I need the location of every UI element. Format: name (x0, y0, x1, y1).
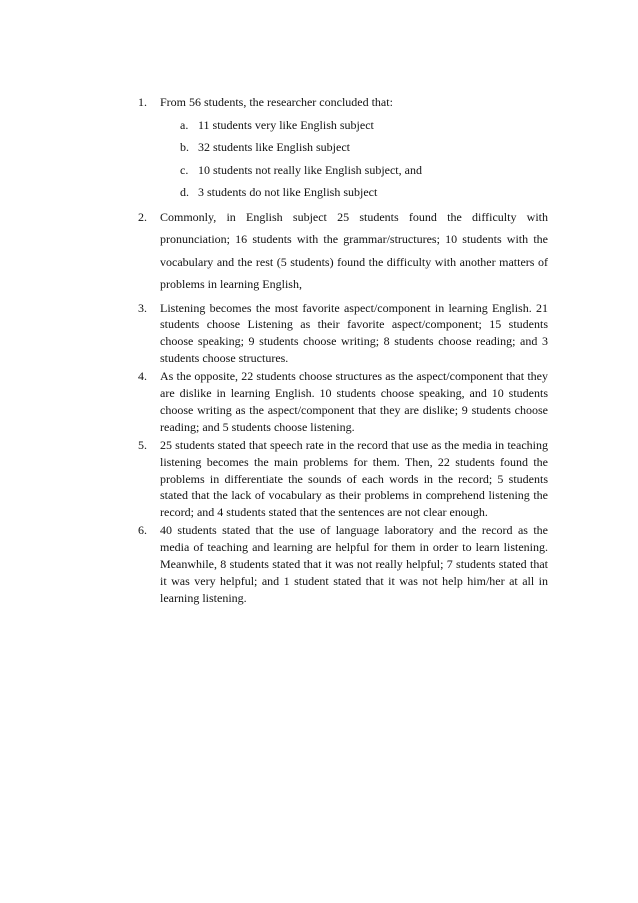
list-item-number: 4. (138, 369, 147, 384)
list-item-text: 40 students stated that the use of language laboratory and the record as the media of teaching and learning are helpful for them in order to learn listening. Meanwhile, 8 students stated that it was not really helpful; 7 students stated that it was very helpful; and 1 student stated that it was not help him/her at all in learning listening. (160, 523, 548, 605)
list-item-6 (138, 522, 548, 607)
list-item-number: 6. (138, 523, 147, 538)
sub-item-text: 10 students not really like English subject, and (198, 162, 422, 177)
sub-item-b (180, 136, 548, 159)
sub-item-letter: a. (180, 117, 189, 132)
sub-item-letter: d. (180, 185, 189, 199)
list-item-text: As the opposite, 22 students choose structures as the aspect/component that they are dislike in learning English. 10 students choose speaking, and 10 students choose writing as the aspect/component that they are dislike; 9 students choose reading; and 5 students choose listening. (160, 369, 548, 434)
list-item-number: 2. (138, 209, 147, 224)
sub-item-d (180, 181, 548, 204)
list-item-3 (138, 300, 548, 368)
sub-item-a (180, 114, 548, 137)
findings-list (138, 91, 548, 607)
sub-list (160, 114, 548, 204)
list-item-number: 5. (138, 437, 147, 452)
list-item-5 (138, 437, 548, 522)
sub-item-text: 32 students like English subject (198, 140, 350, 154)
list-item-2 (138, 206, 548, 296)
list-item-text: Commonly, in English subject 25 students found the difficulty with pronunciation; 16 students with the grammar/structures; 10 students with the vocabulary and the rest (5 students) found the difficulty with another matters of problems in learning English, (160, 209, 548, 291)
list-item-text: 25 students stated that speech rate in the record that use as the media in teaching listening becomes the main problems for them. Then, 22 students found the problems in differentiate the sounds of each words in the record; 5 students stated that the lack of vocabulary as their problems in comprehend listening the record; and 4 students stated that the sentences are not clear enough. (160, 437, 548, 520)
list-item-number: 1. (138, 95, 147, 109)
list-item-number: 3. (138, 300, 147, 315)
list-item-text: From 56 students, the researcher concluded that: (160, 95, 393, 109)
list-item-text: Listening becomes the most favorite aspect/component in learning English. 21 students choose Listening as their favorite aspect/component; 15 students choose speaking; 9 students choose writing; 8 students choose reading; and 3 students choose structures. (160, 300, 548, 366)
sub-item-letter: c. (180, 162, 189, 177)
sub-item-letter: b. (180, 140, 189, 154)
list-item-1 (138, 91, 548, 204)
sub-item-c (180, 159, 548, 182)
list-item-4 (138, 368, 548, 436)
sub-item-text: 3 students do not like English subject (198, 185, 378, 199)
sub-item-text: 11 students very like English subject (198, 117, 374, 132)
